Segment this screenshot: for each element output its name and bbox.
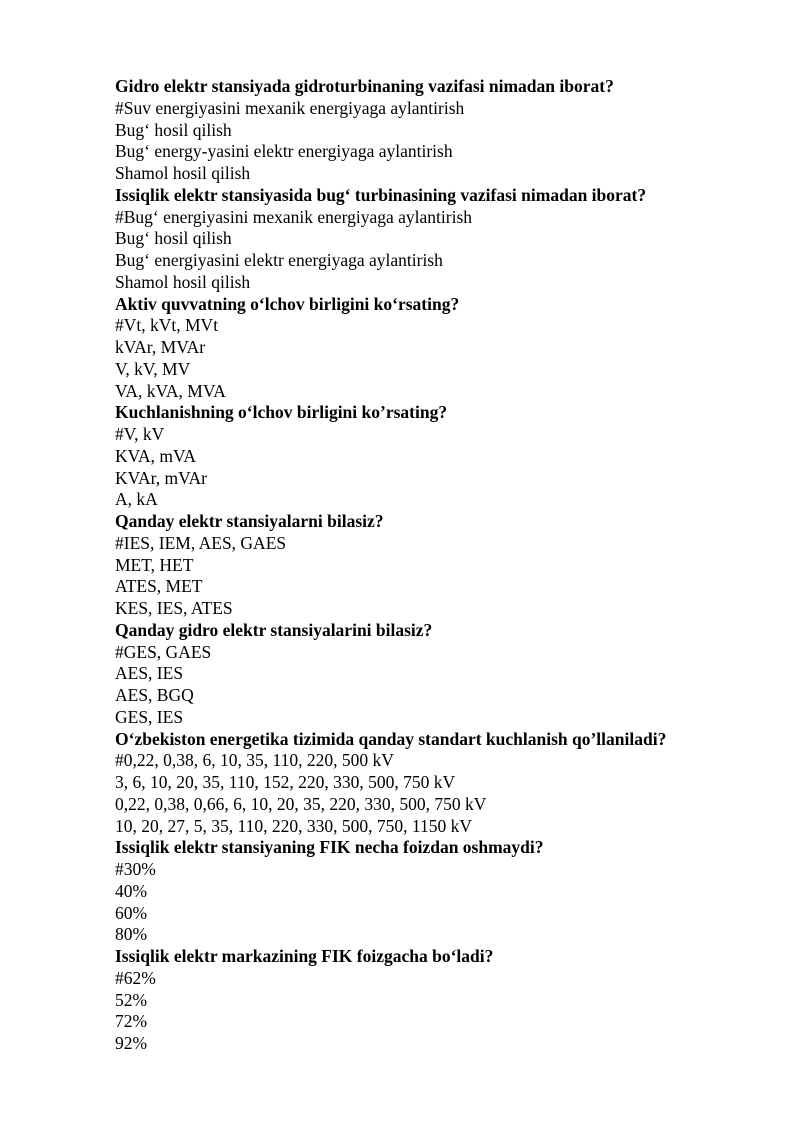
question-block — [115, 837, 755, 946]
answer-option: Bug‘ energy-yasini elektr energiyaga aylantirish — [115, 141, 453, 162]
answer-option: 60% — [115, 902, 148, 923]
question-text: Qanday gidro elektr stansiyalarini bilasiz? — [115, 619, 433, 640]
question-text: Gidro elektr stansiyada gidroturbinaning vazifasi nimadan iborat? — [115, 76, 614, 96]
question-text: O‘zbekiston energetika tizimida qanday standart kuchlanish qo’llaniladi? — [115, 728, 667, 749]
answer-option: #30% — [115, 859, 156, 879]
answer-option: KES, IES, ATES — [115, 598, 233, 618]
answer-option: KVAr, mVAr — [115, 467, 207, 488]
answer-option: #V, kV — [115, 424, 165, 444]
question-text: Aktiv quvvatning o‘lchov birligini ko‘rsating? — [115, 293, 460, 314]
answer-option: 72% — [115, 1011, 148, 1032]
question-block — [115, 76, 755, 185]
answer-option: Shamol hosil qilish — [115, 271, 251, 292]
answer-option: Bug‘ hosil qilish — [115, 119, 232, 140]
answer-option: #IES, IEM, AES, GAES — [115, 532, 287, 553]
answer-option: Bug‘ energiyasini elektr energiyaga aylantirish — [115, 250, 443, 270]
quiz-content — [115, 76, 755, 1055]
answer-option: #GES, GAES — [115, 641, 212, 662]
answer-option: Bug‘ hosil qilish — [115, 228, 232, 249]
answer-option: VA, kVA, MVA — [115, 380, 226, 401]
question-block — [115, 185, 755, 294]
answer-option: 10, 20, 27, 5, 35, 110, 220, 330, 500, 750, 1150 kV — [115, 815, 472, 836]
question-block — [115, 729, 755, 838]
question-text: Kuchlanishning o‘lchov birligini ko’rsating? — [115, 402, 448, 423]
answer-option: AES, BGQ — [115, 685, 194, 705]
answer-option: Shamol hosil qilish — [115, 163, 251, 183]
answer-option: AES, IES — [115, 663, 184, 684]
answer-option: #62% — [115, 967, 156, 988]
question-block — [115, 294, 755, 403]
question-text: Issiqlik elektr stansiyaning FIK necha foizdan oshmaydi? — [115, 837, 544, 858]
answer-option: 52% — [115, 989, 148, 1010]
answer-option: #Suv energiyasini mexanik energiyaga aylantirish — [115, 97, 465, 118]
answer-option: 3, 6, 10, 20, 35, 110, 152, 220, 330, 500, 750 kV — [115, 772, 456, 792]
answer-option: kVAr, MVAr — [115, 337, 206, 357]
answer-option: 92% — [115, 1033, 148, 1053]
answer-option: V, kV, MV — [115, 358, 191, 379]
answer-option: GES, IES — [115, 706, 184, 727]
answer-option: 80% — [115, 924, 148, 945]
question-block — [115, 620, 755, 729]
answer-option: #Bug‘ energiyasini mexanik energiyaga aylantirish — [115, 206, 473, 227]
question-block — [115, 511, 755, 620]
answer-option: #Vt, kVt, MVt — [115, 315, 219, 336]
answer-option: KVA, mVA — [115, 445, 197, 466]
answer-option: MET, HET — [115, 554, 194, 575]
question-block — [115, 946, 755, 1055]
question-block — [115, 402, 755, 511]
answer-option: ATES, MET — [115, 576, 203, 597]
question-text: Qanday elektr stansiyalarni bilasiz? — [115, 511, 384, 531]
answer-option: 0,22, 0,38, 0,66, 6, 10, 20, 35, 220, 330, 500, 750 kV — [115, 793, 487, 814]
question-text: Issiqlik elektr markazining FIK foizgacha bo‘ladi? — [115, 946, 494, 966]
question-text: Issiqlik elektr stansiyasida bug‘ turbinasining vazifasi nimadan iborat? — [115, 184, 647, 205]
answer-option: A, kA — [115, 489, 158, 510]
answer-option: 40% — [115, 880, 148, 901]
answer-option: #0,22, 0,38, 6, 10, 35, 110, 220, 500 kV — [115, 750, 394, 771]
